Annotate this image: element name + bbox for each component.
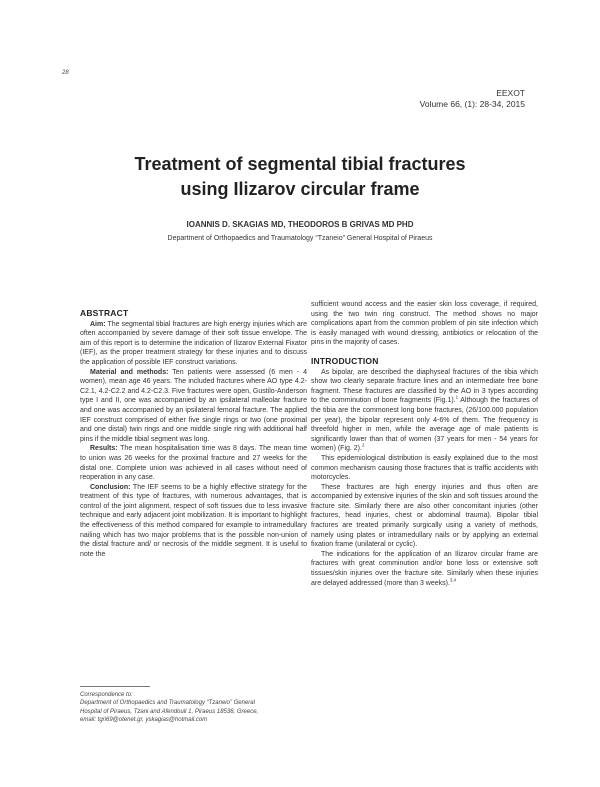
results-text: The mean hospitalisation time was 8 days. The mean time to union was 26 weeks for the proximal fracture and 27 weeks for the distal one. Complete union was achieved in all cases without need of reoperation in any case.: [80, 445, 307, 482]
affiliation: Department of Orthopaedics and Traumatology “Tzaneio” General Hospital of Piraeus: [167, 235, 433, 242]
footnote-line-3: email: tgri69@otenet.gr, yskagias@hotmail.com: [80, 717, 208, 724]
intro-p4-a: The indications for the application of an Ilizarov circular frame are fractures with great comminution and/or bone loss or extensive soft tissues/skin injuries over the fracture site. Similarly when these injuries are delayed addressed (more than 3 weeks).: [311, 550, 538, 587]
aim-text: The segmental tibial fractures are high energy injuries which are often accompanied by severe damage of their soft tissue envelope. The aim of this report is to determine the indication of Ilizarov External Fixator (IEF), as the proper treatment strategy for these injuries and to discuss the application of possible IEF construct variations.: [80, 320, 307, 366]
abstract-conclusion: [80, 483, 307, 560]
abstract-results: [80, 444, 307, 482]
footnote-line-1: Department of Orthopaedics and Traumatology “Tzaneio” General: [80, 700, 255, 707]
intro-p1-ref2: 2: [361, 442, 365, 448]
authors: IOANNIS D. SKAGIAS MD, THEODOROS B GRIVAS MD PHD: [186, 220, 414, 229]
methods-label: Material and methods:: [90, 368, 169, 376]
correspondence-footnote: [80, 691, 308, 725]
abstract-methods: [80, 368, 307, 445]
page-number: 28: [62, 70, 69, 76]
title-line-1: Treatment of segmental tibial fractures: [134, 154, 466, 174]
journal-volume: Volume 66, (1): 28-34, 2015: [419, 99, 525, 109]
footnote-label: Correspondence to:: [80, 692, 133, 698]
left-column: [80, 309, 307, 559]
title-line-2: using Ilizarov circular frame: [180, 179, 420, 199]
article-title: [0, 152, 600, 202]
conclusion-label: Conclusion:: [90, 483, 131, 491]
abstract-heading: ABSTRACT: [80, 308, 129, 318]
intro-p1-b: Although the fractures of the tibia are the commonest long bone fractures, (26/100.000 population per year), the bipolar represent only 4-6% of them. The frequency is threefold higher in men, while the average age of male patients is significantly lower than that of women (37 years for men - 54 years for women) (Fig. 2).: [311, 397, 539, 453]
conclusion-text: The IEF seems to be a highly effective strategy for the treatment of this type of fractures, with numerous advantages, that is control of the joint alignment, respect of soft tissues due to less invasive technique and early adjacent joint mobilization. It is important to highlight the effectiveness of this method compared for example to intramedullary nailing which has two major problems that is the possible non-union of the distal fracture and/ or necrosis of the middle segment. It is useful to note the: [80, 483, 307, 558]
methods-text: Ten patients were assessed (6 men - 4 women), mean age 46 years. The included fractures where AO type 4.2-C2.1, 4.2-C2.2 and 4.2-C2.3. Five fractures were open, Gustilo-Anderson type I and II, one was accompanied by an ipsilateral malleolar fracture and one was accompanied by an ipsilateral femoral fracture. The applied IEF construct comprised of either five single rings or two (one proximal and one distal) twin rings and one middle single ring with additional half pins if the middle tibial segment was long.: [80, 368, 307, 443]
intro-paragraph-1: [311, 368, 538, 454]
footnote-line-2: Hospital of Piraeus, Tzani and Afendouli 1, Piraeus 18536, Greece,: [80, 708, 259, 715]
right-column: [311, 300, 538, 588]
intro-paragraph-3: These fractures are high energy injuries and thus often are accompanied by extensive injuries of the skin and soft tissues around the fracture site. Similarly there are also other concomitant injuries (other fractures, head injuries, chest or abdominal trauma). Bipolar tibial fractures are treated primarily surgically using a variety of methods, namely using plates or intramedullary nails or by applying an external fixation frame (unilateral or cyclic).: [311, 483, 538, 549]
introduction-heading: INTRODUCTION: [311, 355, 379, 366]
abstract-continuation: sufficient wound access and the easier skin loss coverage, if required, using the two twin ring construct. The method shows no major complications apart from the common problem of pin site infection which is easily managed with wound dressing, antibiotics or relocation of the pins in the majority of cases.: [311, 301, 538, 347]
intro-p1-ref1: 1: [455, 395, 459, 401]
intro-paragraph-2: This epidemiological distribution is easily explained due to the most common mechanism causing those fractures that is traffic accidents with motorcycles.: [311, 454, 538, 482]
intro-paragraph-4: [311, 550, 538, 588]
results-label: Results:: [90, 445, 118, 453]
intro-p4-ref: 3,4: [449, 577, 457, 583]
abstract-aim: [80, 320, 307, 368]
intro-p1-a: As bipolar, are described the diaphyseal fractures of the tibia which show two clearly separate fracture lines and an intermediate free bone fragment. These fractures are classified by the AO in 3 types according to the comminution of bone fragments (Fig.1).: [311, 368, 538, 405]
journal-name: EEXOT: [496, 88, 525, 98]
aim-label: Aim:: [90, 320, 106, 328]
footnote-rule: [80, 686, 150, 687]
journal-header: [420, 88, 525, 110]
